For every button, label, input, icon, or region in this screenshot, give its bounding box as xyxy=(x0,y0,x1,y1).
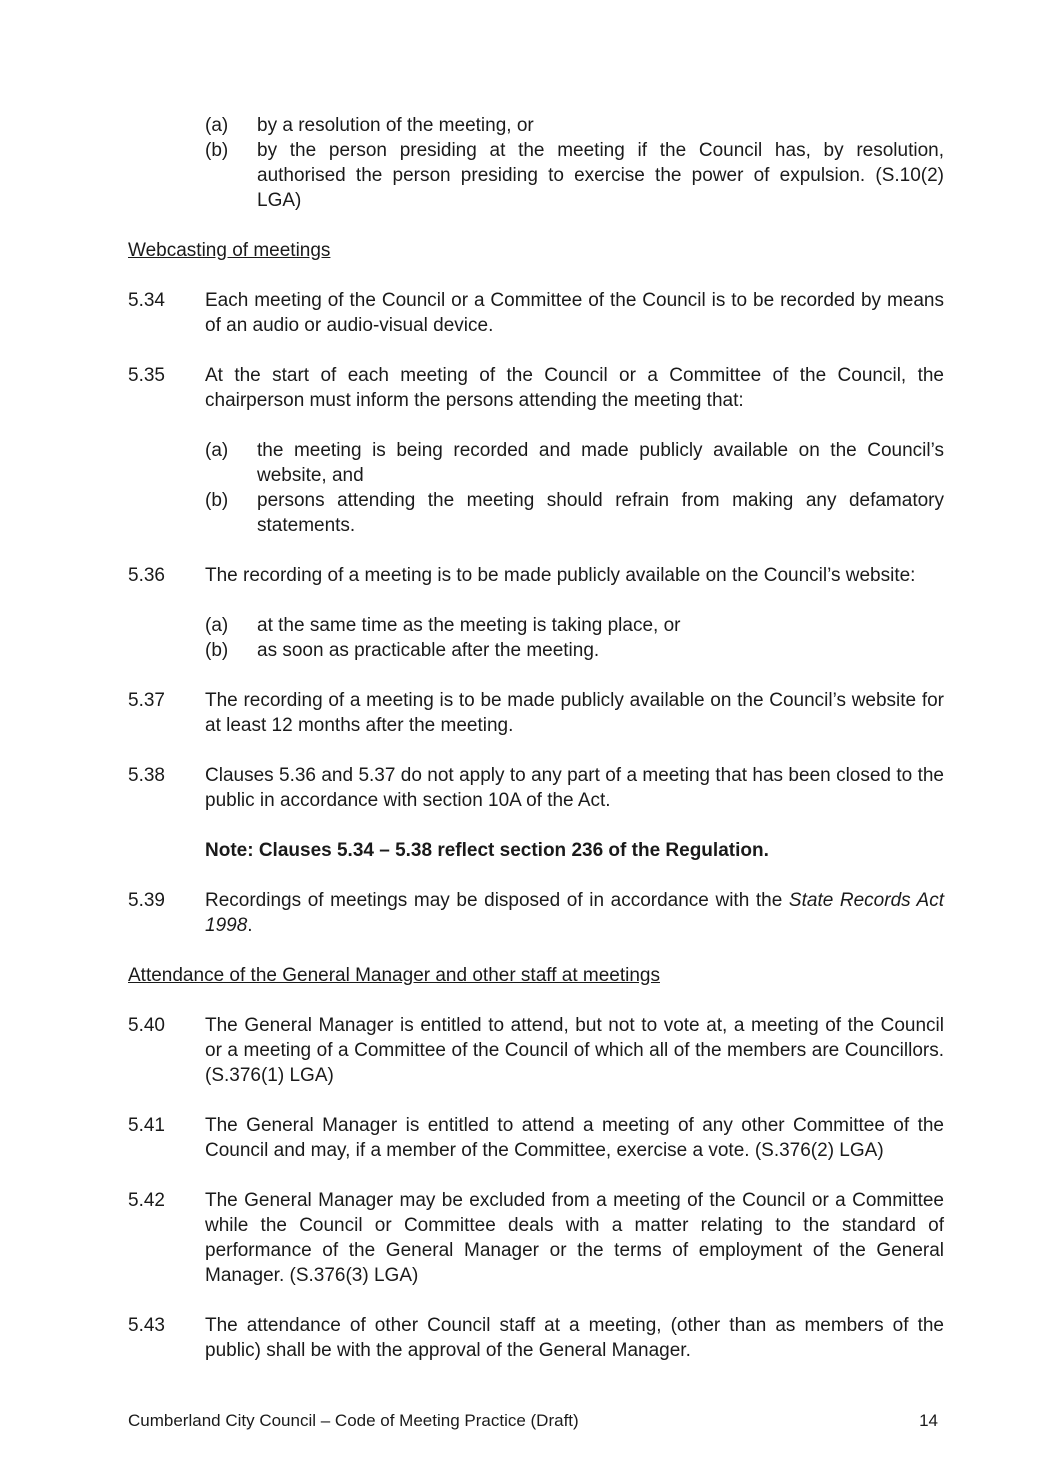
clause-text: The attendance of other Council staff at a meeting, (other than as members of the public) shall be with the approval of the General Manager. xyxy=(205,1315,944,1361)
clause-number: 5.34 xyxy=(128,290,165,311)
clause-text: Each meeting of the Council or a Committee of the Council is to be recorded by means of an audio or audio-visual device. xyxy=(205,290,944,336)
clause-number: 5.39 xyxy=(128,890,165,911)
list-letter: (a) xyxy=(205,440,229,461)
clause-number: 5.42 xyxy=(128,1190,165,1211)
section-heading-attendance: Attendance of the General Manager and other staff at meetings xyxy=(128,965,660,986)
list-letter: (b) xyxy=(205,640,229,661)
act-title: State Records Act 1998 xyxy=(205,890,945,936)
clause-text: Clauses 5.36 and 5.37 do not apply to any part of a meeting that has been closed to the public in accordance with section 10A of the Act. xyxy=(205,765,944,811)
list-item xyxy=(205,488,944,538)
list-letter: (a) xyxy=(205,115,229,136)
footer-title: Cumberland City Council – Code of Meeting Practice (Draft) xyxy=(128,1411,579,1430)
clause-text-end: . xyxy=(247,915,253,936)
clause-number: 5.37 xyxy=(128,690,165,711)
list-item xyxy=(205,438,944,488)
clause-text: The recording of a meeting is to be made publicly available on the Council’s website for at least 12 months after the meeting. xyxy=(205,690,944,736)
list-item xyxy=(205,638,944,663)
list-text: as soon as practicable after the meeting. xyxy=(257,640,600,661)
clause-text xyxy=(205,888,944,938)
clause-text: The General Manager is entitled to attend a meeting of any other Committee of the Council and may, if a member of the Committee, exercise a vote. (S.376(2) LGA) xyxy=(205,1115,944,1161)
clause-5-40 xyxy=(128,1013,944,1088)
list-letter: (b) xyxy=(205,490,229,511)
clause-number: 5.36 xyxy=(128,565,165,586)
clause-5-43 xyxy=(128,1313,944,1363)
clause-5-42 xyxy=(128,1188,944,1288)
clause-text: At the start of each meeting of the Council or a Committee of the Council, the chairperson must inform the persons attending the meeting that: xyxy=(205,365,944,411)
list-text: at the same time as the meeting is taking place, or xyxy=(257,615,681,636)
list-text: by the person presiding at the meeting if the Council has, by resolution, authorised the person presiding to exercise the power of expulsion. (S.10(2) LGA) xyxy=(257,140,944,211)
clause-number: 5.41 xyxy=(128,1115,165,1136)
regulation-note: Note: Clauses 5.34 – 5.38 reflect section 236 of the Regulation. xyxy=(205,840,769,861)
list-text: the meeting is being recorded and made publicly available on the Council’s website, and xyxy=(257,440,944,486)
clause-5-35 xyxy=(128,363,944,413)
clause-text: The General Manager is entitled to attend, but not to vote at, a meeting of the Council or a meeting of a Committee of the Council of which all of the members are Councillors. (S.376(1) LGA) xyxy=(205,1015,944,1086)
clause-5-36 xyxy=(128,563,944,588)
list-letter: (b) xyxy=(205,140,229,161)
clause-5-34 xyxy=(128,288,944,338)
clause-5-41 xyxy=(128,1113,944,1163)
list-letter: (a) xyxy=(205,615,229,636)
list-item xyxy=(205,613,944,638)
clause-text: The General Manager may be excluded from a meeting of the Council or a Committee while the Council or Committee deals with a matter relating to the standard of performance of the General Manager or the terms of employment of the General Manager. (S.376(3) LGA) xyxy=(205,1190,944,1286)
clause-5-35-list xyxy=(205,438,944,538)
clause-number: 5.43 xyxy=(128,1315,165,1336)
clause-text-start: Recordings of meetings may be disposed of in accordance with the xyxy=(205,890,789,911)
list-item xyxy=(205,113,944,138)
clause-text: The recording of a meeting is to be made publicly available on the Council’s website: xyxy=(205,565,916,586)
section-heading-webcasting: Webcasting of meetings xyxy=(128,240,331,261)
page-content xyxy=(128,113,944,1363)
clause-5-39 xyxy=(128,888,944,938)
expulsion-list xyxy=(205,113,944,213)
clause-5-38 xyxy=(128,763,944,813)
page-footer xyxy=(128,1410,938,1432)
clause-5-36-list xyxy=(205,613,944,663)
clause-number: 5.40 xyxy=(128,1015,165,1036)
clause-number: 5.35 xyxy=(128,365,165,386)
page-number: 14 xyxy=(919,1411,938,1430)
list-text: persons attending the meeting should refrain from making any defamatory statements. xyxy=(257,490,944,536)
clause-number: 5.38 xyxy=(128,765,165,786)
list-item xyxy=(205,138,944,213)
clause-5-37 xyxy=(128,688,944,738)
list-text: by a resolution of the meeting, or xyxy=(257,115,534,136)
